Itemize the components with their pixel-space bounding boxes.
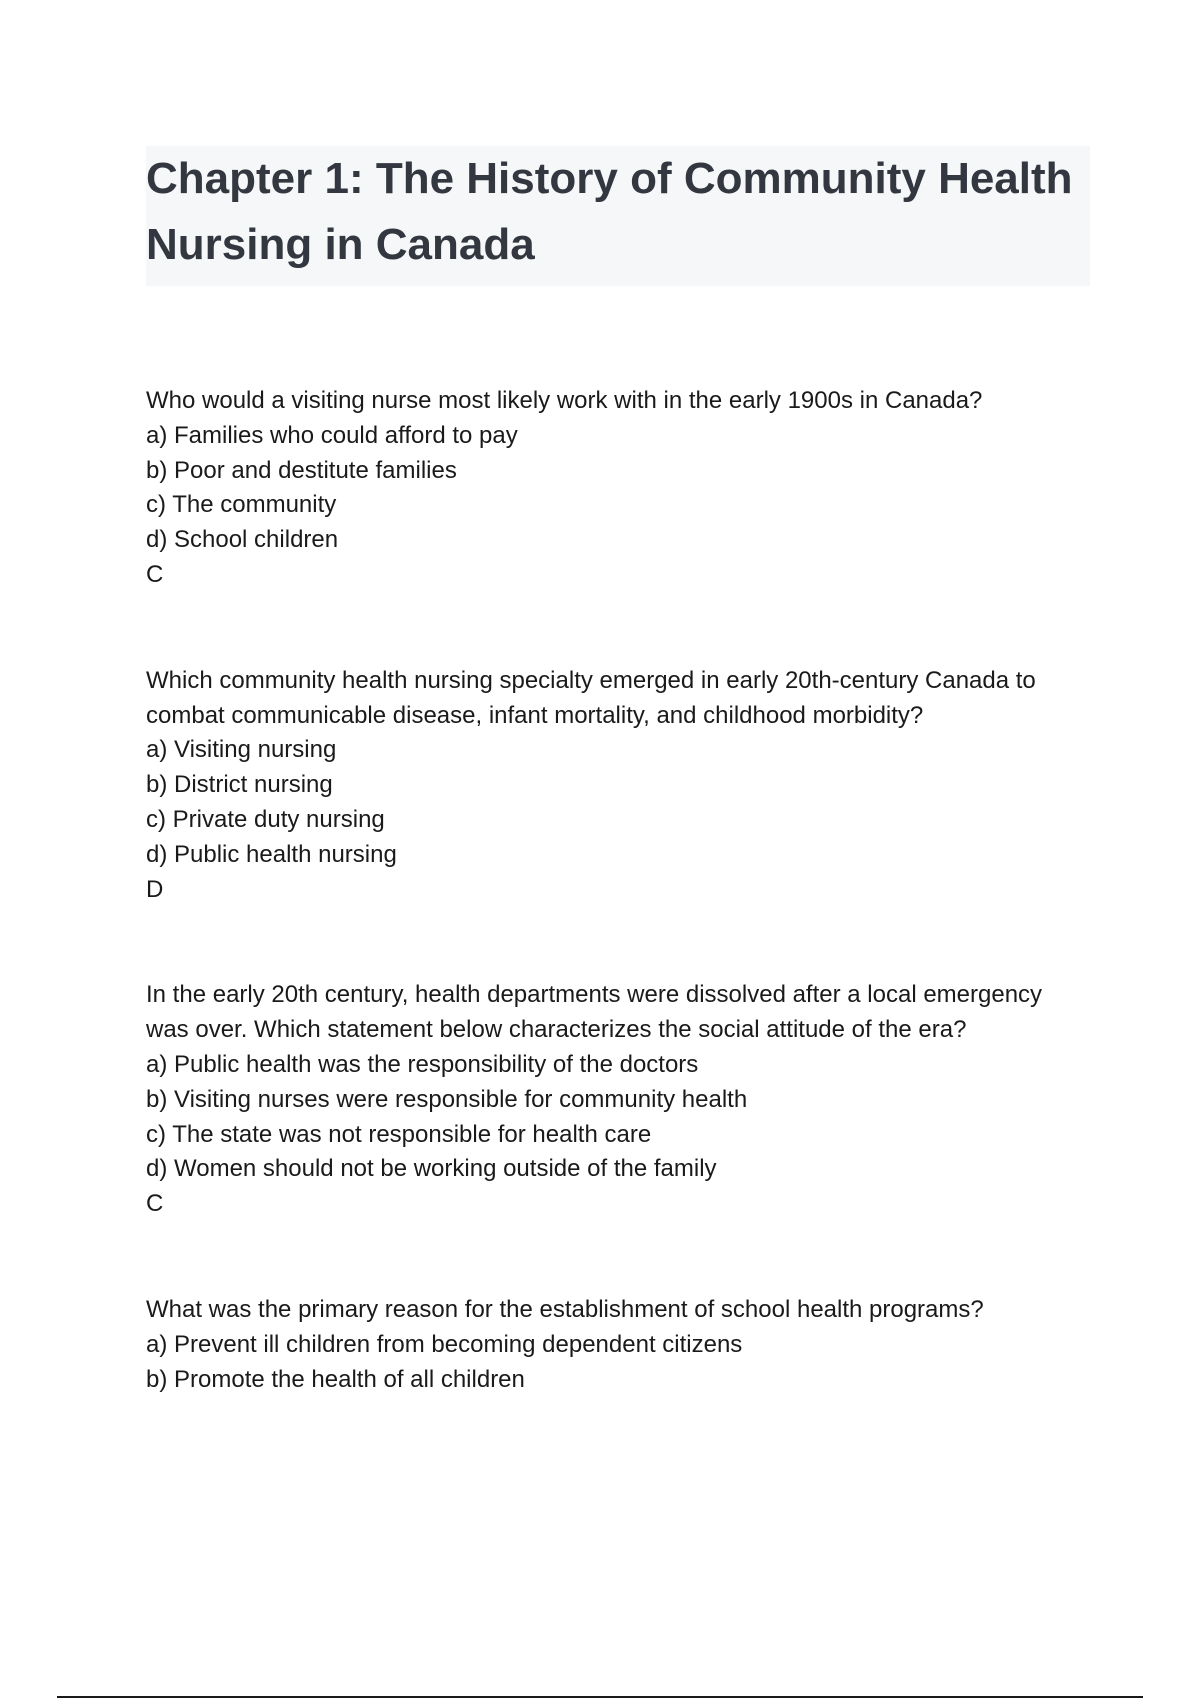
question-list	[146, 384, 1090, 1397]
answer-option: b) Promote the health of all children	[146, 1365, 525, 1393]
question-text: Who would a visiting nurse most likely work with in the early 1900s in Canada?	[146, 387, 983, 414]
footer-divider	[57, 1696, 1143, 1698]
answer-option: c) The state was not responsible for health care	[146, 1120, 652, 1148]
question-text: Which community health nursing specialty emerged in early 20th-century Canada to combat communicable disease, infant mortality, and childhood morbidity?	[146, 666, 1036, 729]
answer-option: d) Public health nursing	[146, 840, 397, 868]
question-item	[146, 384, 1090, 593]
question-item	[146, 664, 1090, 908]
answer-option: a) Families who could afford to pay	[146, 421, 518, 449]
answer-option: a) Prevent ill children from becoming dependent citizens	[146, 1330, 743, 1358]
correct-answer: C	[146, 1190, 164, 1218]
answer-option: b) Visiting nurses were responsible for community health	[146, 1085, 748, 1113]
answer-option: c) Private duty nursing	[146, 805, 385, 833]
answer-option: b) Poor and destitute families	[146, 456, 457, 484]
document-page	[146, 146, 1090, 1397]
answer-option: c) The community	[146, 491, 337, 519]
correct-answer: D	[146, 875, 164, 903]
answer-option: b) District nursing	[146, 771, 333, 799]
question-item	[146, 1293, 1090, 1397]
correct-answer: C	[146, 560, 164, 588]
answer-option: a) Visiting nursing	[146, 736, 337, 764]
chapter-title: Chapter 1: The History of Community Health Nursing in Canada	[146, 154, 1073, 269]
answer-option: d) School children	[146, 526, 339, 554]
question-item	[146, 978, 1090, 1222]
answer-option: a) Public health was the responsibility of the doctors	[146, 1050, 699, 1078]
chapter-title-block	[146, 146, 1090, 286]
question-text: In the early 20th century, health departments were dissolved after a local emergency was over. Which statement below characterizes the social attitude of the era?	[146, 981, 1043, 1044]
answer-option: d) Women should not be working outside of the family	[146, 1155, 717, 1183]
question-text: What was the primary reason for the establishment of school health programs?	[146, 1295, 984, 1323]
